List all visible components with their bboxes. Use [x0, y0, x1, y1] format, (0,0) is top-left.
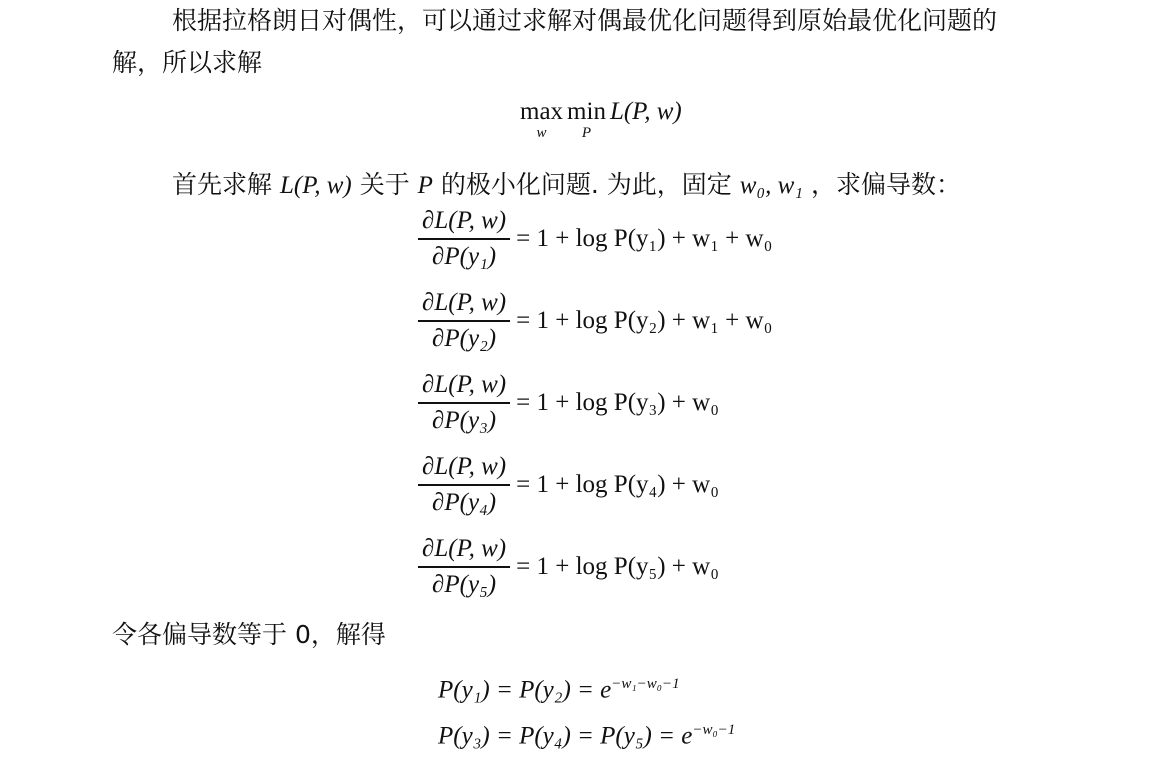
solution-1-lhs: P(y₁) = P(y₂) = e — [438, 676, 612, 704]
max-label: max — [520, 98, 564, 125]
step-P: P — [417, 172, 433, 199]
conclusion-line: 令各偏导数等于 0，解得 — [112, 620, 386, 649]
derivative-1 — [418, 206, 772, 272]
derivative-2-numerator: ∂L(P, w) — [422, 289, 507, 316]
max-subscript: w — [536, 125, 547, 141]
derivative-4-numerator: ∂L(P, w) — [422, 453, 507, 480]
step-L: L(P, w) — [279, 172, 352, 199]
objective-formula — [520, 98, 682, 140]
derivative-5-rhs: = 1 + log P(y₅) + w₀ — [516, 552, 719, 580]
objective-expression: L(P, w) — [609, 98, 682, 125]
step-prefix: 首先求解 — [172, 170, 273, 199]
step-w: w₀, w₁ — [739, 172, 803, 199]
derivative-4-denominator: ∂P(y₄) — [432, 488, 497, 516]
solution-1-exponent: −w₁−w₀−1 — [611, 676, 680, 692]
step-end: ，求偏导数： — [810, 170, 961, 199]
derivative-3-numerator: ∂L(P, w) — [422, 371, 507, 398]
derivative-1-numerator: ∂L(P, w) — [422, 207, 507, 234]
step-suffix: 的极小化问题. 为此，固定 — [440, 170, 732, 199]
derivative-3-denominator: ∂P(y₃) — [432, 406, 497, 434]
min-subscript: P — [581, 125, 592, 141]
step-mid: 关于 — [359, 170, 410, 199]
derivative-4-rhs: = 1 + log P(y₄) + w₀ — [516, 470, 719, 498]
derivative-3 — [418, 370, 719, 436]
solution-2-exponent: −w₀−1 — [692, 722, 736, 738]
derivative-5-numerator: ∂L(P, w) — [422, 535, 507, 562]
solution-2 — [438, 722, 735, 750]
min-label: min — [567, 98, 606, 125]
solution-2-lhs: P(y₃) = P(y₄) = P(y₅) = e — [438, 722, 693, 750]
max-operator — [520, 98, 563, 140]
min-operator — [567, 98, 606, 140]
derivative-2-denominator: ∂P(y₂) — [432, 324, 497, 352]
derivative-3-rhs: = 1 + log P(y₃) + w₀ — [516, 388, 719, 416]
intro-line-1: 根据拉格朗日对偶性，可以通过求解对偶最优化问题得到原始最优化问题的 — [172, 6, 998, 35]
derivative-5-denominator: ∂P(y₅) — [432, 570, 497, 598]
derivative-2 — [418, 288, 772, 354]
derivative-1-denominator: ∂P(y₁) — [432, 242, 497, 270]
solution-1 — [438, 676, 680, 704]
intro-line-2: 解，所以求解 — [112, 48, 263, 77]
step-line — [172, 170, 961, 201]
derivative-2-rhs: = 1 + log P(y₂) + w₁ + w₀ — [516, 306, 773, 334]
derivative-1-rhs: = 1 + log P(y₁) + w₁ + w₀ — [516, 224, 773, 252]
derivative-4 — [418, 452, 719, 518]
derivative-5 — [418, 534, 719, 600]
